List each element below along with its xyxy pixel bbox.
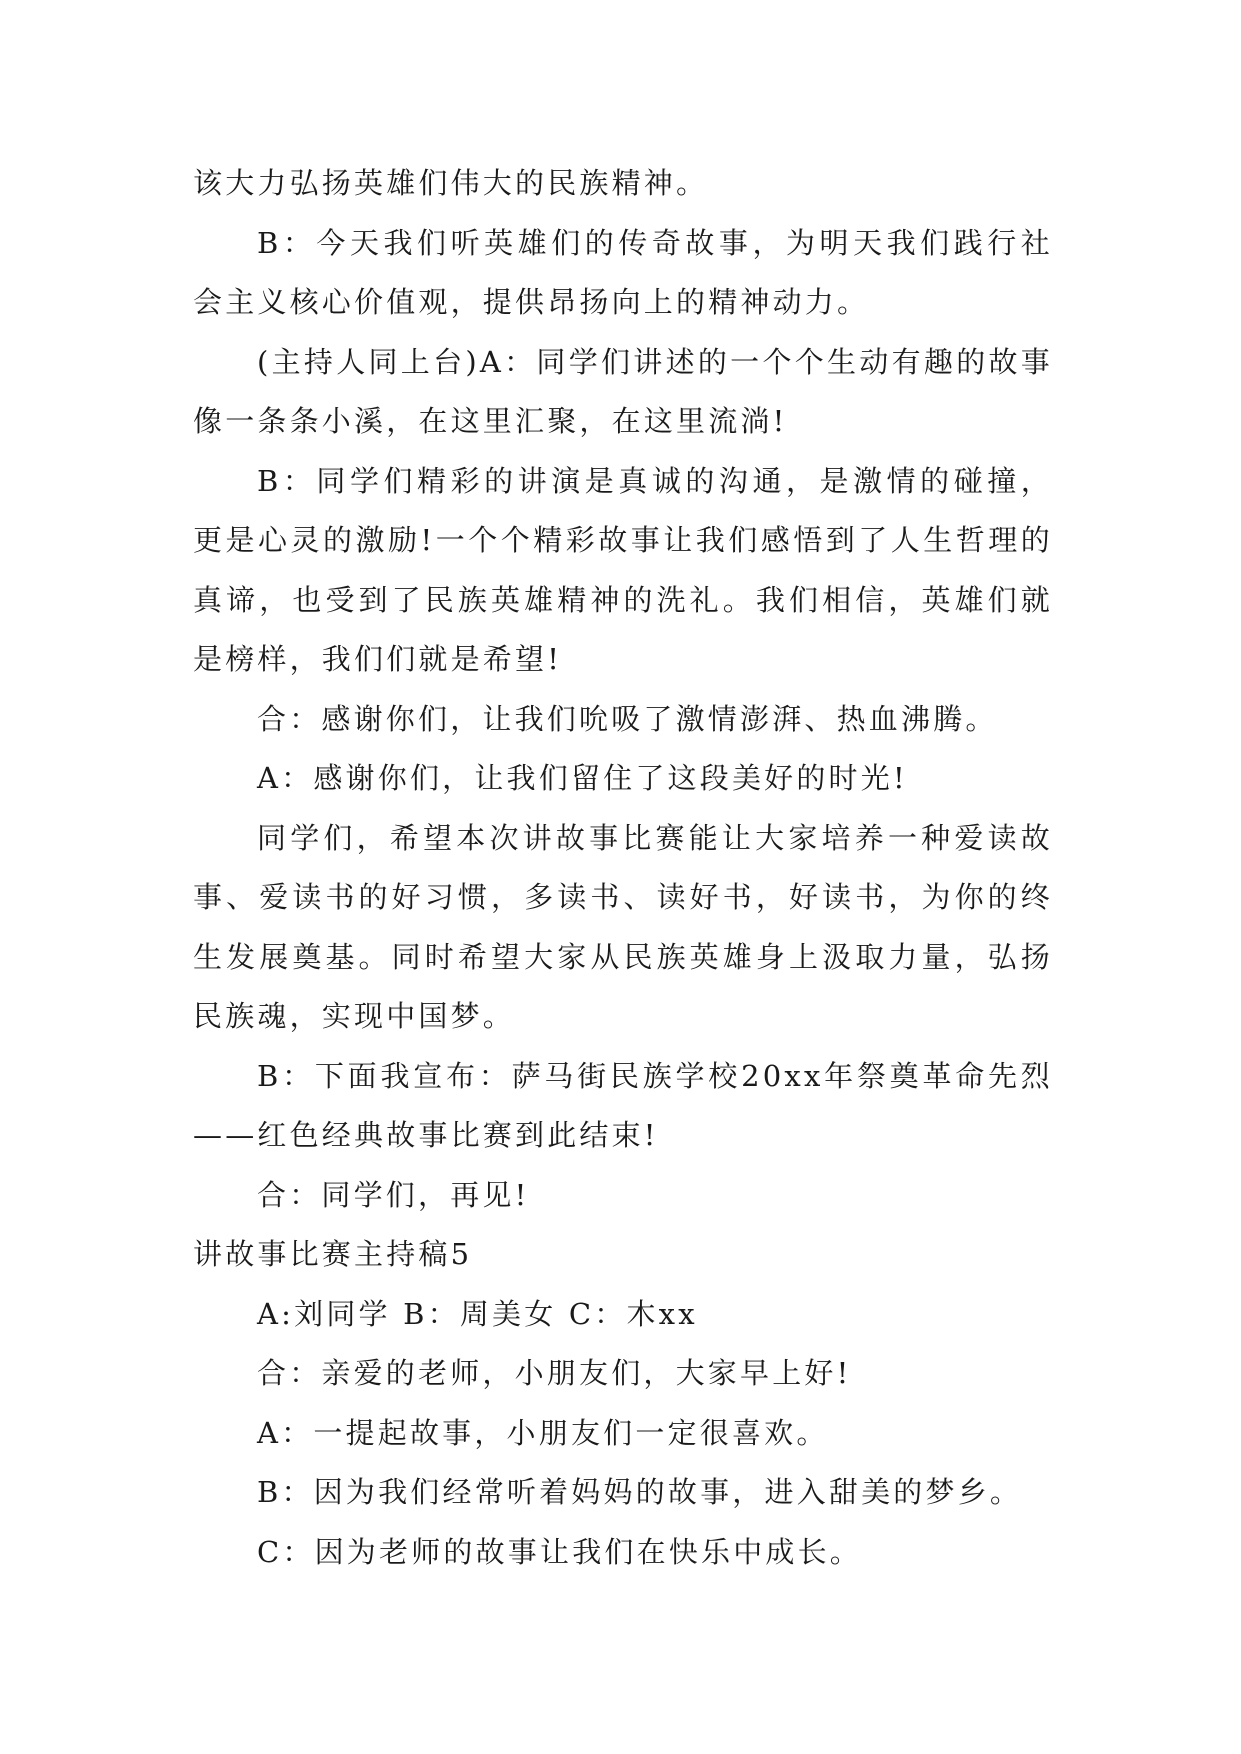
paragraph: (主持人同上台)A：同学们讲述的一个个生动有趣的故事像一条条小溪，在这里汇聚，在这里流淌! [193, 344, 1053, 438]
document-body [193, 154, 1053, 1582]
paragraph: A：一提起故事，小朋友们一定很喜欢。 [257, 1415, 829, 1450]
paragraph: B：下面我宣布：萨马街民族学校20xx年祭奠革命先烈——红色经典故事比赛到此结束! [193, 1058, 1053, 1152]
paragraph: A：感谢你们，让我们留住了这段美好的时光! [257, 761, 908, 795]
paragraph: 同学们，希望本次讲故事比赛能让大家培养一种爱读故事、爱读书的好习惯，多读书、读好书，好读书，为你的终生发展奠基。同时希望大家从民族英雄身上汲取力量，弘扬民族魂，实现中国梦。 [193, 820, 1053, 1033]
section-title: 讲故事比赛主持稿5 [193, 1237, 473, 1271]
paragraph: B：今天我们听英雄们的传奇故事，为明天我们践行社会主义核心价值观，提供昂扬向上的精神动力。 [193, 225, 1053, 319]
paragraph: B：同学们精彩的讲演是真诚的沟通，是激情的碰撞，更是心灵的激励!一个个精彩故事让我们感悟到了人生哲理的真谛，也受到了民族英雄精神的洗礼。我们相信，英雄们就是榜样，我们们就是希望! [193, 463, 1053, 676]
paragraph: 合：同学们，再见! [257, 1177, 530, 1212]
paragraph: B：因为我们经常听着妈妈的故事，进入甜美的梦乡。 [257, 1475, 1023, 1509]
paragraph: C：因为老师的故事让我们在快乐中成长。 [257, 1534, 862, 1569]
paragraph: 合：感谢你们，让我们吮吸了激情澎湃、热血沸腾。 [257, 701, 998, 736]
paragraph: 合：亲爱的老师，小朋友们，大家早上好! [257, 1356, 852, 1390]
paragraph: A:刘同学 B：周美女 C：木xx [257, 1296, 698, 1331]
paragraph: 该大力弘扬英雄们伟大的民族精神。 [193, 166, 709, 200]
